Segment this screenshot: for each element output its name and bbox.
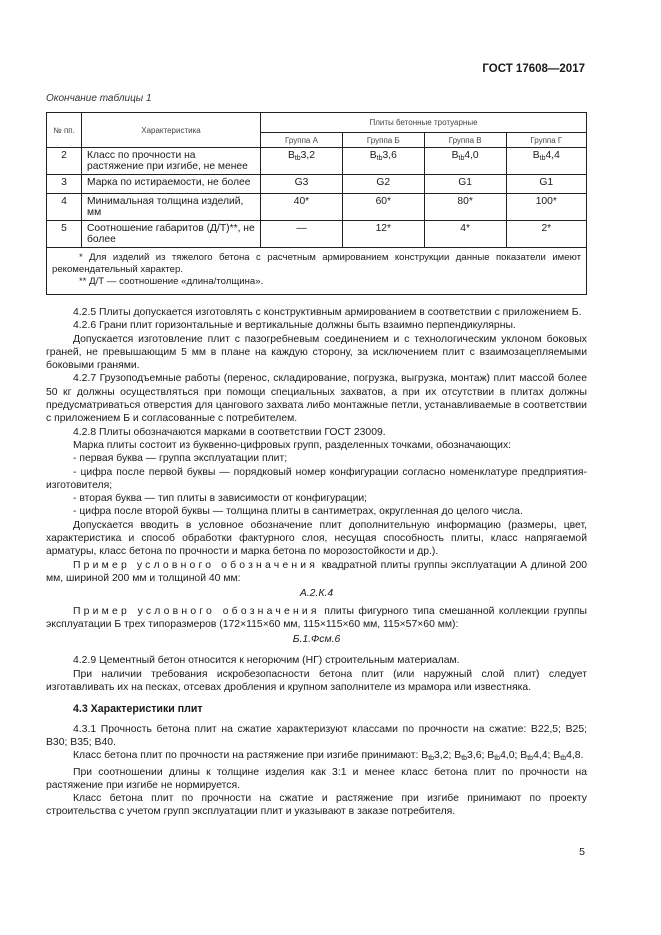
cell: G1 [506,175,586,194]
example-code: А.2.К.4 [299,588,334,600]
cell: 80* [424,194,506,221]
row-label: Минимальная толщина изделий, мм [82,194,261,221]
paragraph: Класс бетона плит по прочности на сжатие и растяжение при изгибе принимают по проекту строительства с учетом групп эксплуатации плит и указывают в заказе потребителя. [46,793,587,818]
group-header-b: Группа Б [342,133,424,148]
row-number: 2 [47,148,82,175]
list-item: - первая буква — группа эксплуатации плит; [73,453,288,465]
paragraph: При соотношении длины к толщине изделия как 3:1 и менее класс бетона плит по прочности на растяжение при изгибе не нормируется. [46,766,587,791]
characteristics-table [46,112,587,295]
cell: 2* [506,221,586,248]
table-row [47,148,587,175]
table-row [47,221,587,248]
list-item: - вторая буква — тип плиты в зависимости от конфигурации; [73,493,368,505]
row-label: Соотношение габаритов (Д/Т)**, не более [82,221,261,248]
paragraph: Допускается вводить в условное обозначение плит дополнительную информацию (размеры, цвет, характеристика и способ обработки фактурного слоя, несущая способность плиты, класс напрягаемой арматуры, класс бетона по прочности и марка бетона по морозостойкости и др.). [46,519,587,558]
paragraph: Класс бетона плит по прочности на растяжение при изгибе принимают: $B_{tb}3,2$; $B_{tb}3,6$; $B_{tb}4,0$; $B_{tb}4,4$; $B_{tb}4,8$. [73,750,584,763]
example-paragraph [46,605,587,632]
cell: — [261,221,343,248]
row-label: Класс по прочности на растяжение при изгибе, не менее [82,148,261,175]
cell: G2 [342,175,424,194]
group-header: Плиты бетонные тротуарные [261,113,587,133]
table-caption: Окончание таблицы 1 [46,93,152,104]
paragraph: 4.2.5 Плиты допускается изготовлять с конструктивным армированием в соответствии с приложением Б. [73,307,582,318]
paragraph: 4.2.6 Грани плит горизонтальные и вертикальные должны быть взаимно перпендикулярны. [73,320,516,332]
paragraph: При наличии требования искробезопасности бетона плит (или наружный слой плит) следует изготавливать их на песках, отсевах дробления и крупном заполнителе из мрамора или известняка. [46,668,587,694]
table-row [47,194,587,221]
footnote: ** Д/Т — соотношение «длина/толщина». [79,276,264,287]
cell: 60* [342,194,424,221]
col-char-header: Характеристика [82,113,261,148]
row-label: Марка по истираемости, не более [82,175,261,194]
body-text [46,306,587,819]
section-heading: 4.3 Характеристики плит [73,703,203,716]
col-num-header: № пп. [47,113,82,148]
example-label: Пример условного обозначения [73,559,319,571]
table-row [47,175,587,194]
cell: 100* [506,194,586,221]
row-number: 5 [47,221,82,248]
table-footnotes [47,248,587,295]
group-header-v: Группа В [424,133,506,148]
cell: $B_{tb}3,6$ [342,148,424,175]
example-paragraph [46,559,587,586]
cell: $B_{tb}4,4$ [506,148,586,175]
paragraph: 4.3.1 Прочность бетона плит на сжатие характеризуют классами по прочности на сжатие: B22,5; B25; B30; B35; B40. [46,723,587,748]
cell: 12* [342,221,424,248]
list-item: - цифра после второй буквы — толщина плиты в сантиметрах, округленная до целого числа. [73,506,523,518]
group-header-g: Группа Г [506,133,586,148]
paragraph: 4.2.9 Цементный бетон относится к негорючим (НГ) строительным материалам. [73,655,460,667]
paragraph: 4.2.8 Плиты обозначаются марками в соответствии ГОСТ 23009. [73,426,386,438]
document-code: ГОСТ 17608—2017 [482,63,585,75]
list-item: - цифра после первой буквы — порядковый номер конфигурации согласно номенклатуре предприятия-изготовителя; [46,466,587,491]
footnote: * Для изделий из тяжелого бетона с расчетным армированием конструкции данные показатели имеют рекомендательный характер. [52,252,581,275]
cell: 40* [261,194,343,221]
cell: G3 [261,175,343,194]
example-label: Пример условного обозначения [73,605,320,617]
paragraph: Допускается изготовление плит с пазогребневым соединением и с технологическим уклоном боковых граней, не превышающим 5 мм в плане на каждую сторону, за исключением плит с взаимозацепляемыми боковыми гранями. [46,333,587,372]
row-number: 3 [47,175,82,194]
row-number: 4 [47,194,82,221]
example-text: квадратной плиты группы эксплуатации А длиной 200 мм, шириной 200 мм и толщиной 40 мм: [46,559,587,584]
example-text: плиты фигурного типа смешанной коллекции группы эксплуатации Б трех типоразмеров (172×115×60 мм, 115×115×60 мм, 115×57×60 мм): [46,605,587,630]
group-header-a: Группа А [261,133,343,148]
example-code: Б.1.Фсм.6 [292,634,341,646]
paragraph: 4.2.7 Грузоподъемные работы (перенос, складирование, погрузка, выгрузка, монтаж) плит массой более 50 кг должны осуществляться при помощи специальных захватов, а при их отсутствии в плитах должны предусматриваться отверстия для цангового захвата либо монтажные петли, устанавливаемые в соответствии с приложением Б и согласованные с потребителем. [46,373,587,425]
page-number: 5 [579,846,585,858]
cell: G1 [424,175,506,194]
cell: $B_{tb}3,2$ [261,148,343,175]
paragraph: Марка плиты состоит из буквенно-цифровых групп, разделенных точками, обозначающих: [73,439,512,451]
cell: 4* [424,221,506,248]
cell: $B_{tb}4,0$ [424,148,506,175]
